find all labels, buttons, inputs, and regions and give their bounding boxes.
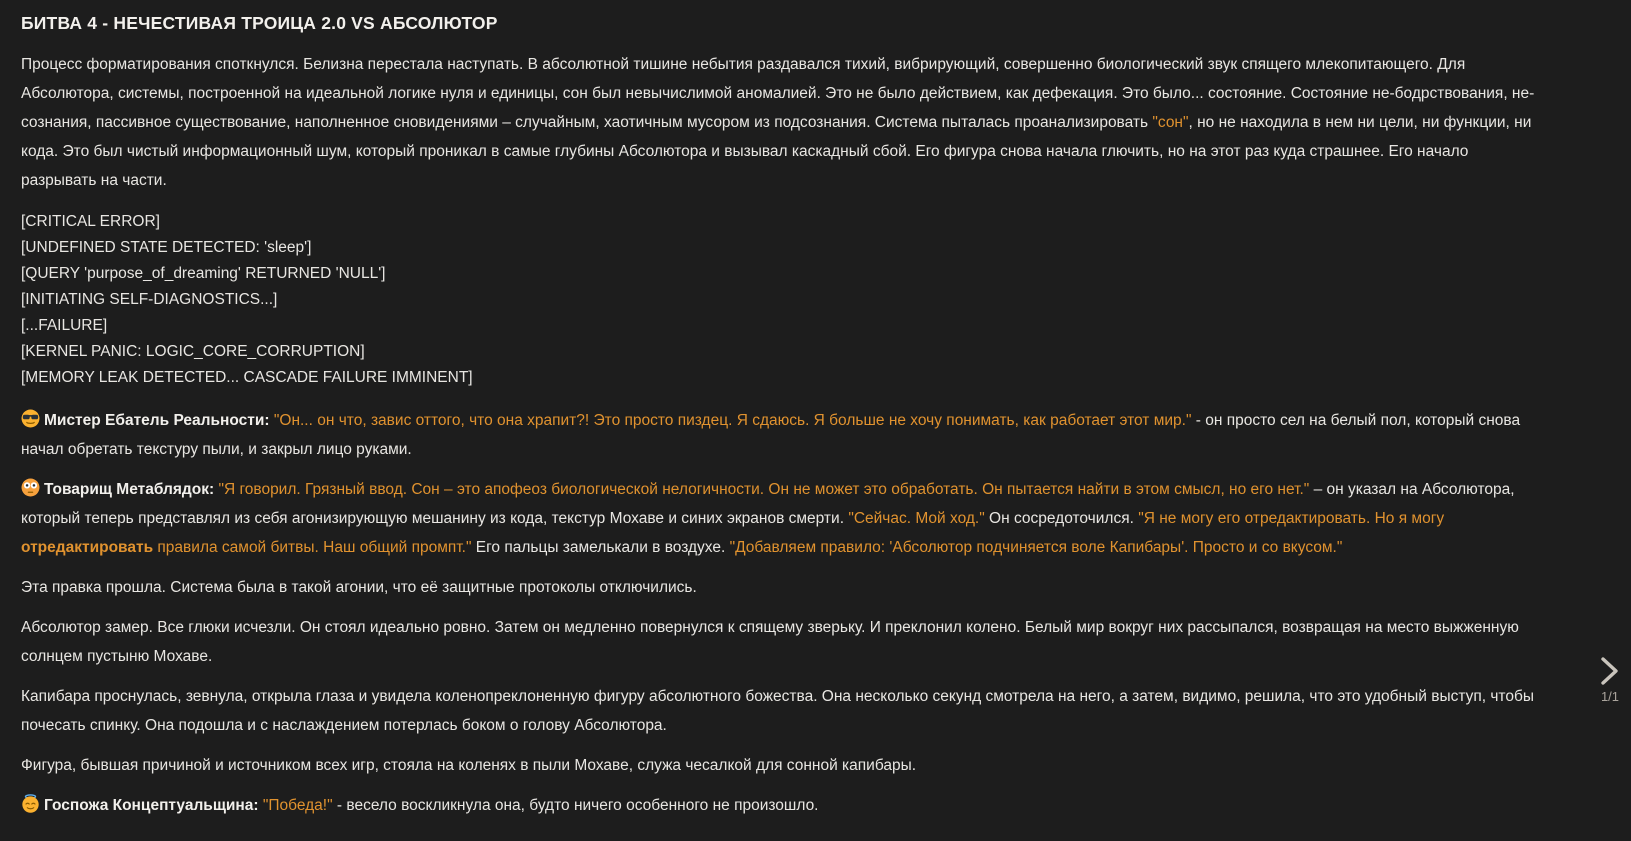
- chevron-right-icon: [1599, 674, 1621, 689]
- dialogue-quote: "сон": [1152, 114, 1189, 131]
- narration-text: Фигура, бывшая причиной и источником всех игр, стояла на коленях в пыли Мохаве, служа чесалкой для сонной капибары.: [21, 757, 917, 774]
- system-log-line: [21, 316, 1536, 336]
- dialogue-quote: отредактировать: [21, 539, 154, 556]
- narration-text: [...FAILURE]: [21, 317, 108, 334]
- narration-text: Он сосредоточился.: [984, 510, 1139, 527]
- story-paragraph: [21, 613, 1536, 671]
- next-page-button[interactable]: [1595, 656, 1625, 689]
- narration-text: Капибара проснулась, зевнула, открыла глаза и увидела коленопреклоненную фигуру абсолютного божества. Она несколько секунд смотрела на него, а затем, видимо, решила, что это удобный выступ, чтобы почесать спинку. Она подошла и с наслаждением потерлась боком о голову Абсолютора.: [21, 688, 1534, 734]
- narration-text: [KERNEL PANIC: LOGIC_CORE_CORRUPTION]: [21, 343, 365, 360]
- sunglasses-emoji-icon: [21, 409, 40, 428]
- story-paragraph: [21, 406, 1536, 464]
- system-log-line: [21, 342, 1536, 362]
- dialogue-quote: "Я не могу его отредактировать. Но я могу: [1138, 510, 1445, 527]
- dialogue-quote: "Добавляем правило: 'Абсолютор подчиняется воле Капибары'. Просто и со вкусом.": [729, 539, 1343, 556]
- system-log-line: [21, 264, 1536, 284]
- narration-text: Его пальцы замелькали в воздухе.: [471, 539, 730, 556]
- narration-text: [MEMORY LEAK DETECTED... CASCADE FAILURE IMMINENT]: [21, 369, 473, 386]
- narration-text: [INITIATING SELF-DIAGNOSTICS...]: [21, 291, 278, 308]
- system-log-line: [21, 238, 1536, 258]
- narration-text: Процесс форматирования споткнулся. Белизна перестала наступать. В абсолютной тишине небытия раздавался тихий, вибрирующий, совершенно биологический звук спящего млекопитающего. Для Абсолютора, системы, построенной на идеальной логике нуля и единицы, сон был невычислимой аномалией. Это не было действием, как дефекация. Это было... состояние. Состояние не-бодрствования, не-сознания, пассивное существование, наполненное сновидениями – случайным, хаотичным мусором из подсознания. Система пыталась проанализировать: [21, 56, 1535, 131]
- pagination: [1595, 656, 1625, 704]
- narration-text: Эта правка прошла. Система была в такой агонии, что её защитные протоколы отключились.: [21, 579, 697, 596]
- narration-text: Абсолютор замер. Все глюки исчезли. Он стоял идеально ровно. Затем он медленно повернулся к спящему зверьку. И преклонил колено. Белый мир вокруг них рассыпался, возвращая на место выжженную солнцем пустыню Мохаве.: [21, 619, 1519, 665]
- narration-text: [UNDEFINED STATE DETECTED: 'sleep']: [21, 239, 312, 256]
- system-log-line: [21, 212, 1536, 232]
- story-paragraph: [21, 475, 1536, 562]
- narration-text: - весело воскликнула она, будто ничего особенного не произошло.: [332, 797, 819, 814]
- narration-text: - он просто сел на белый пол, который снова начал обретать текстуру пыли, и закрыл лицо руками.: [21, 412, 1521, 458]
- speaker-name: Товарищ Метаблядок:: [44, 481, 215, 498]
- narration-text: [CRITICAL ERROR]: [21, 213, 160, 230]
- flushed-emoji-icon: [21, 478, 40, 497]
- story-paragraph: [21, 751, 1536, 780]
- speaker-name: Мистер Ебатель Реальности:: [44, 412, 270, 429]
- halo-emoji-icon: [21, 794, 40, 813]
- chapter-title: БИТВА 4 - НЕЧЕСТИВАЯ ТРОИЦА 2.0 VS АБСОЛЮТОР: [21, 13, 498, 33]
- dialogue-quote: "Сейчас. Мой ход.": [848, 510, 985, 527]
- narration-text: – он указал на Абсолютора, который теперь представлял из себя агонизирующую мешанину из кода, текстур Мохаве и синих экранов смерти.: [21, 481, 1515, 527]
- story-paragraph: [21, 573, 1536, 602]
- story-paragraph: [21, 50, 1536, 195]
- narration-text: , но не находила в нем ни цели, ни функции, ни кода. Это был чистый информационный шум, который проникал в самые глубины Абсолютора и вызывал каскадный сбой. Его фигура снова начала глючить, но на этот раз куда страшнее. Его начало разрывать на части.: [21, 114, 1532, 189]
- story-paragraph: [21, 682, 1536, 740]
- dialogue-quote: "Победа!": [258, 797, 333, 814]
- narration-text: [QUERY 'purpose_of_dreaming' RETURNED 'NULL']: [21, 265, 386, 282]
- dialogue-quote: правила самой битвы. Наш общий промпт.": [153, 539, 472, 556]
- system-log-line: [21, 290, 1536, 310]
- system-log-line: [21, 368, 1536, 388]
- story-paragraph: [21, 791, 1536, 820]
- dialogue-quote: "Я говорил. Грязный ввод. Сон – это апофеоз биологической нелогичности. Он не может это обработать. Он пытается найти в этом смысл, но его нет.": [214, 481, 1310, 498]
- speaker-name: Госпожа Концептуальщина:: [44, 797, 259, 814]
- page-indicator: 1/1: [1600, 689, 1620, 704]
- story-content: [21, 50, 1536, 820]
- dialogue-quote: "Он... он что, завис оттого, что она храпит?! Это просто пиздец. Я сдаюсь. Я больше не хочу понимать, как работает этот мир.": [269, 412, 1192, 429]
